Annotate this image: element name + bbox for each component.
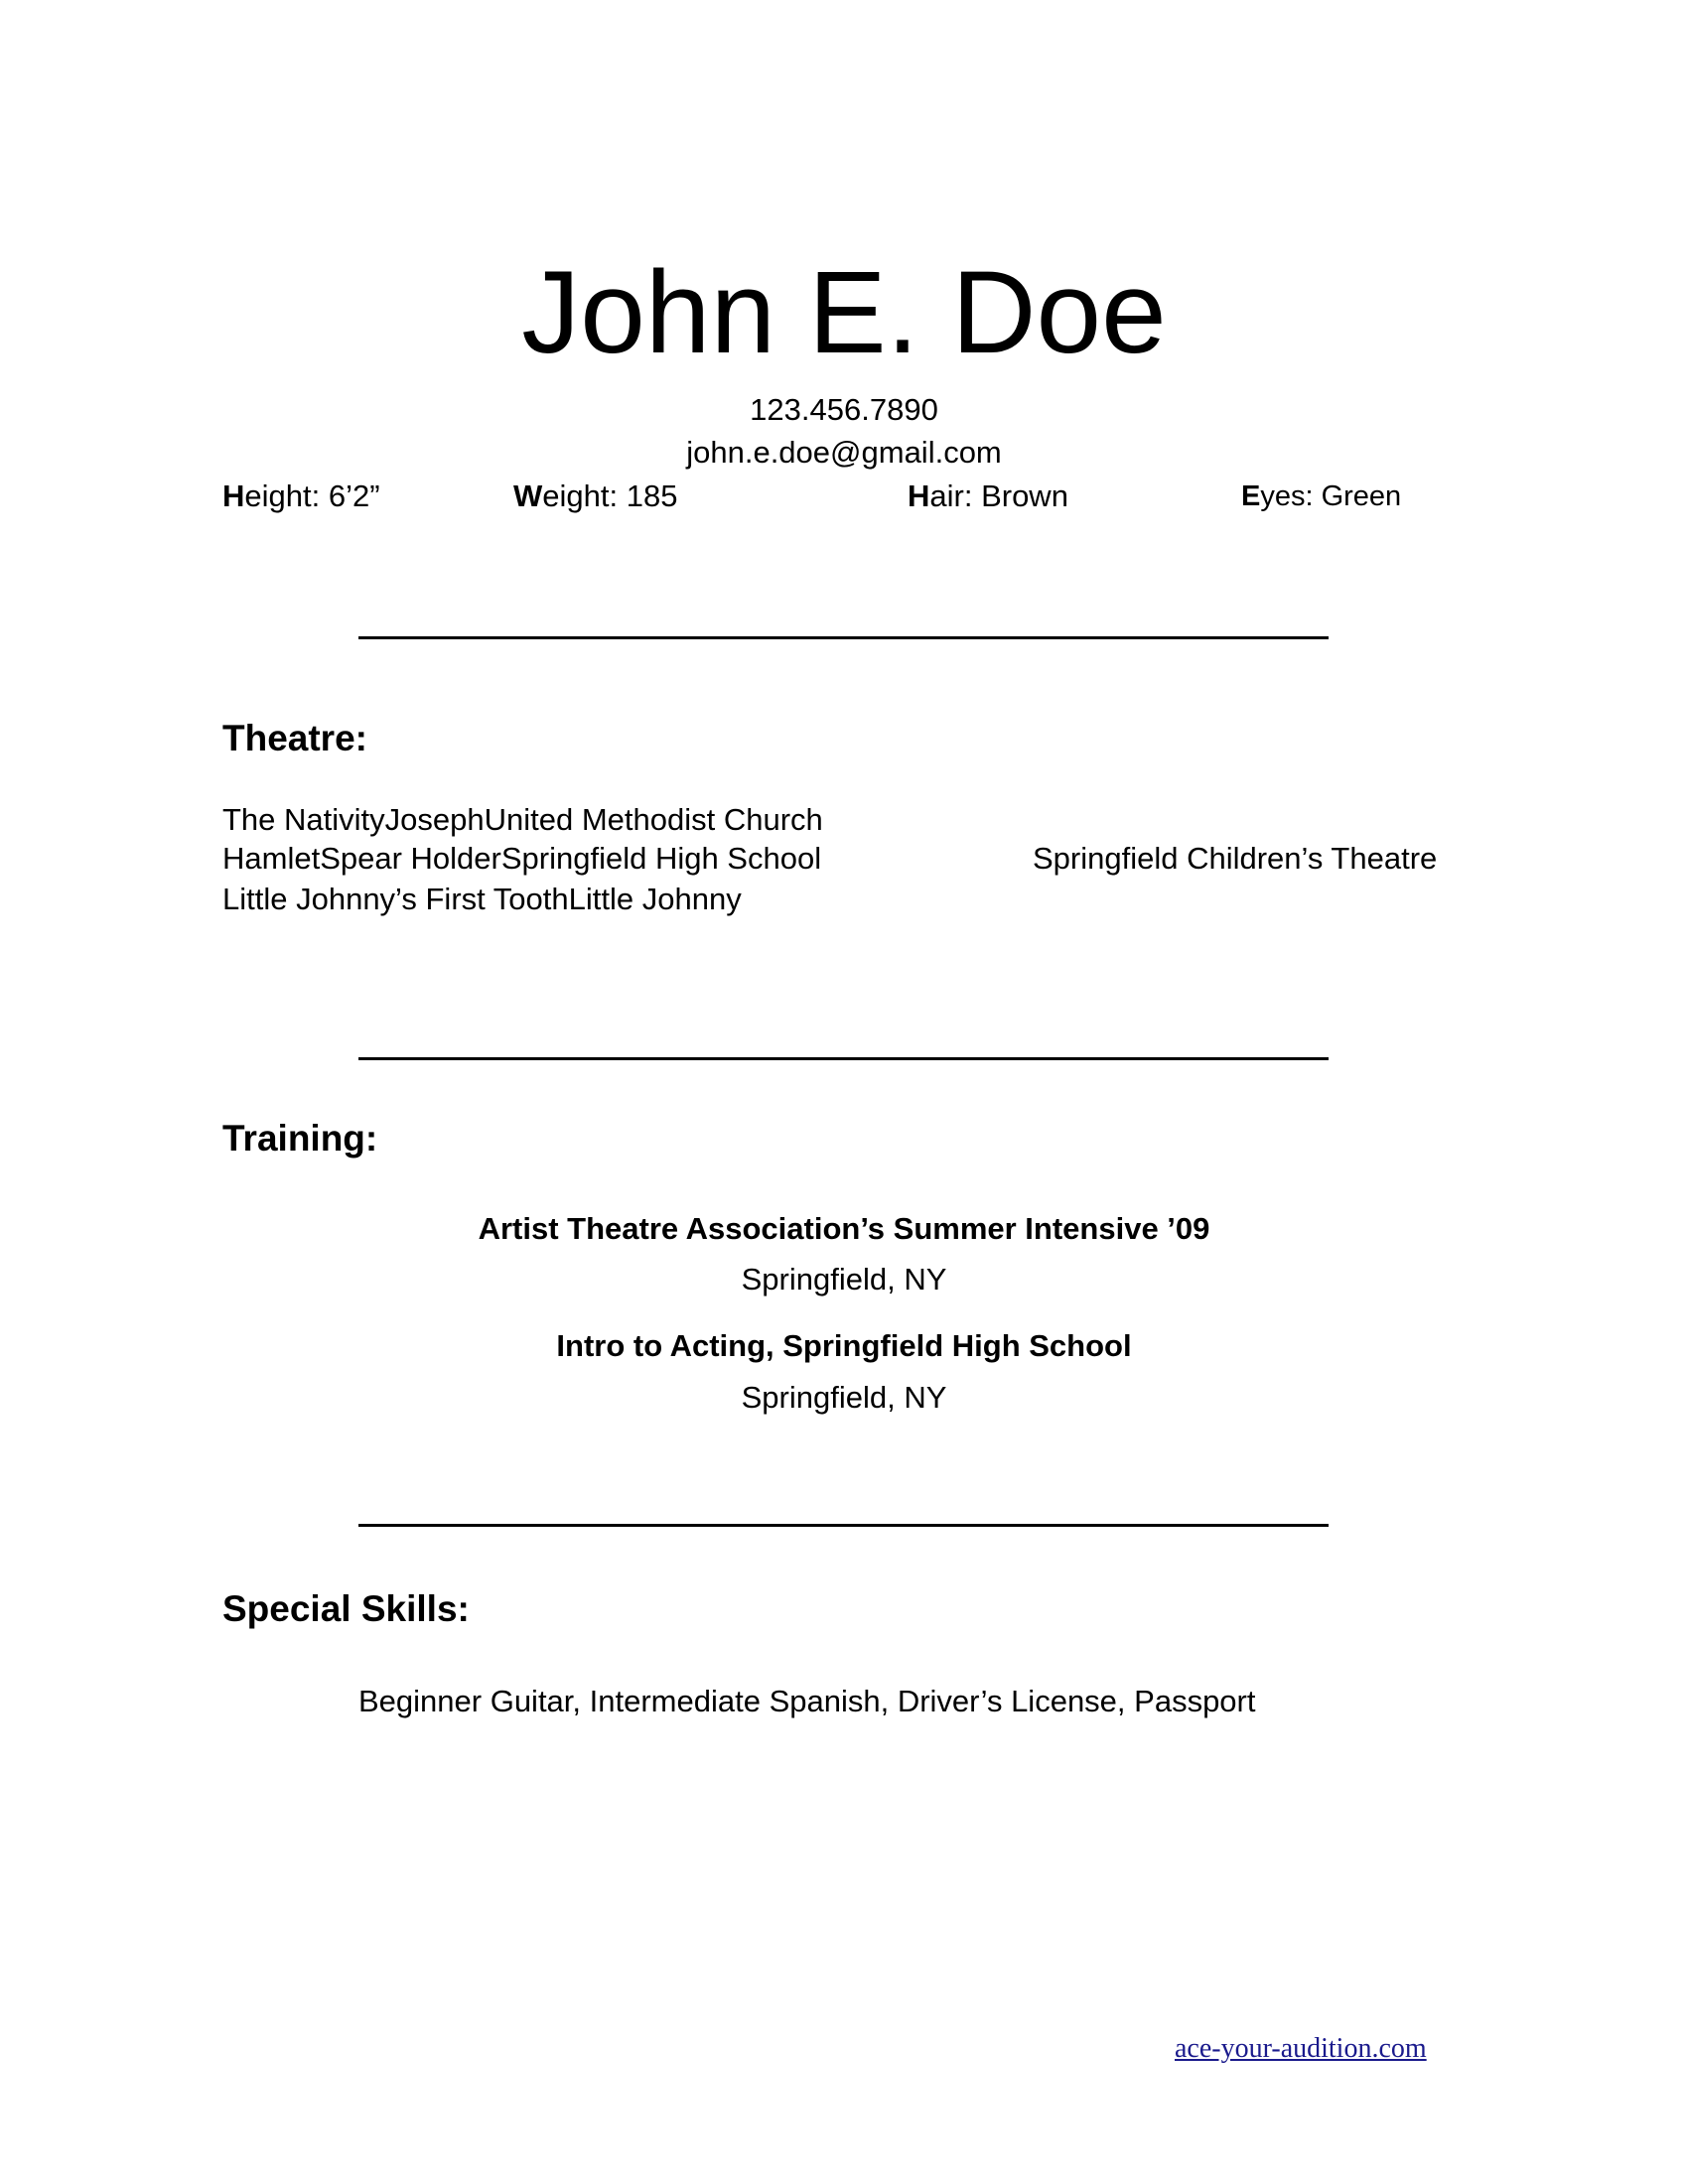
theatre-row: The NativityJosephUnited Methodist Church [222, 802, 823, 837]
theatre-row: Little Johnny’s First ToothLittle Johnny [222, 882, 742, 916]
stat-hair: Hair: Brown [908, 478, 1068, 513]
email-address: john.e.doe@gmail.com [686, 435, 1002, 470]
footer-website-link[interactable]: ace-your-audition.com [1175, 2033, 1427, 2064]
training-location: Springfield, NY [741, 1380, 947, 1415]
theatre-row: HamletSpear HolderSpringfield High School [222, 841, 822, 876]
theatre-right-column: Springfield Children’s Theatre [1033, 841, 1438, 876]
stat-height: Height: 6’2” [222, 478, 380, 513]
phone-number: 123.456.7890 [750, 392, 938, 427]
training-title: Artist Theatre Association’s Summer Intensive ’09 [478, 1211, 1210, 1246]
training-title: Intro to Acting, Springfield High School [556, 1328, 1132, 1363]
divider [358, 1524, 1329, 1527]
section-heading-theatre: Theatre: [222, 718, 367, 758]
section-heading-training: Training: [222, 1118, 378, 1159]
special-skills-list: Beginner Guitar, Intermediate Spanish, Driver’s License, Passport [358, 1684, 1256, 1718]
candidate-name: John E. Doe [521, 247, 1167, 378]
training-location: Springfield, NY [741, 1262, 947, 1297]
stat-weight: Weight: 185 [513, 478, 678, 513]
stat-eyes: Eyes: Green [1241, 480, 1402, 512]
divider [358, 636, 1329, 639]
divider [358, 1057, 1329, 1060]
section-heading-special-skills: Special Skills: [222, 1588, 470, 1629]
